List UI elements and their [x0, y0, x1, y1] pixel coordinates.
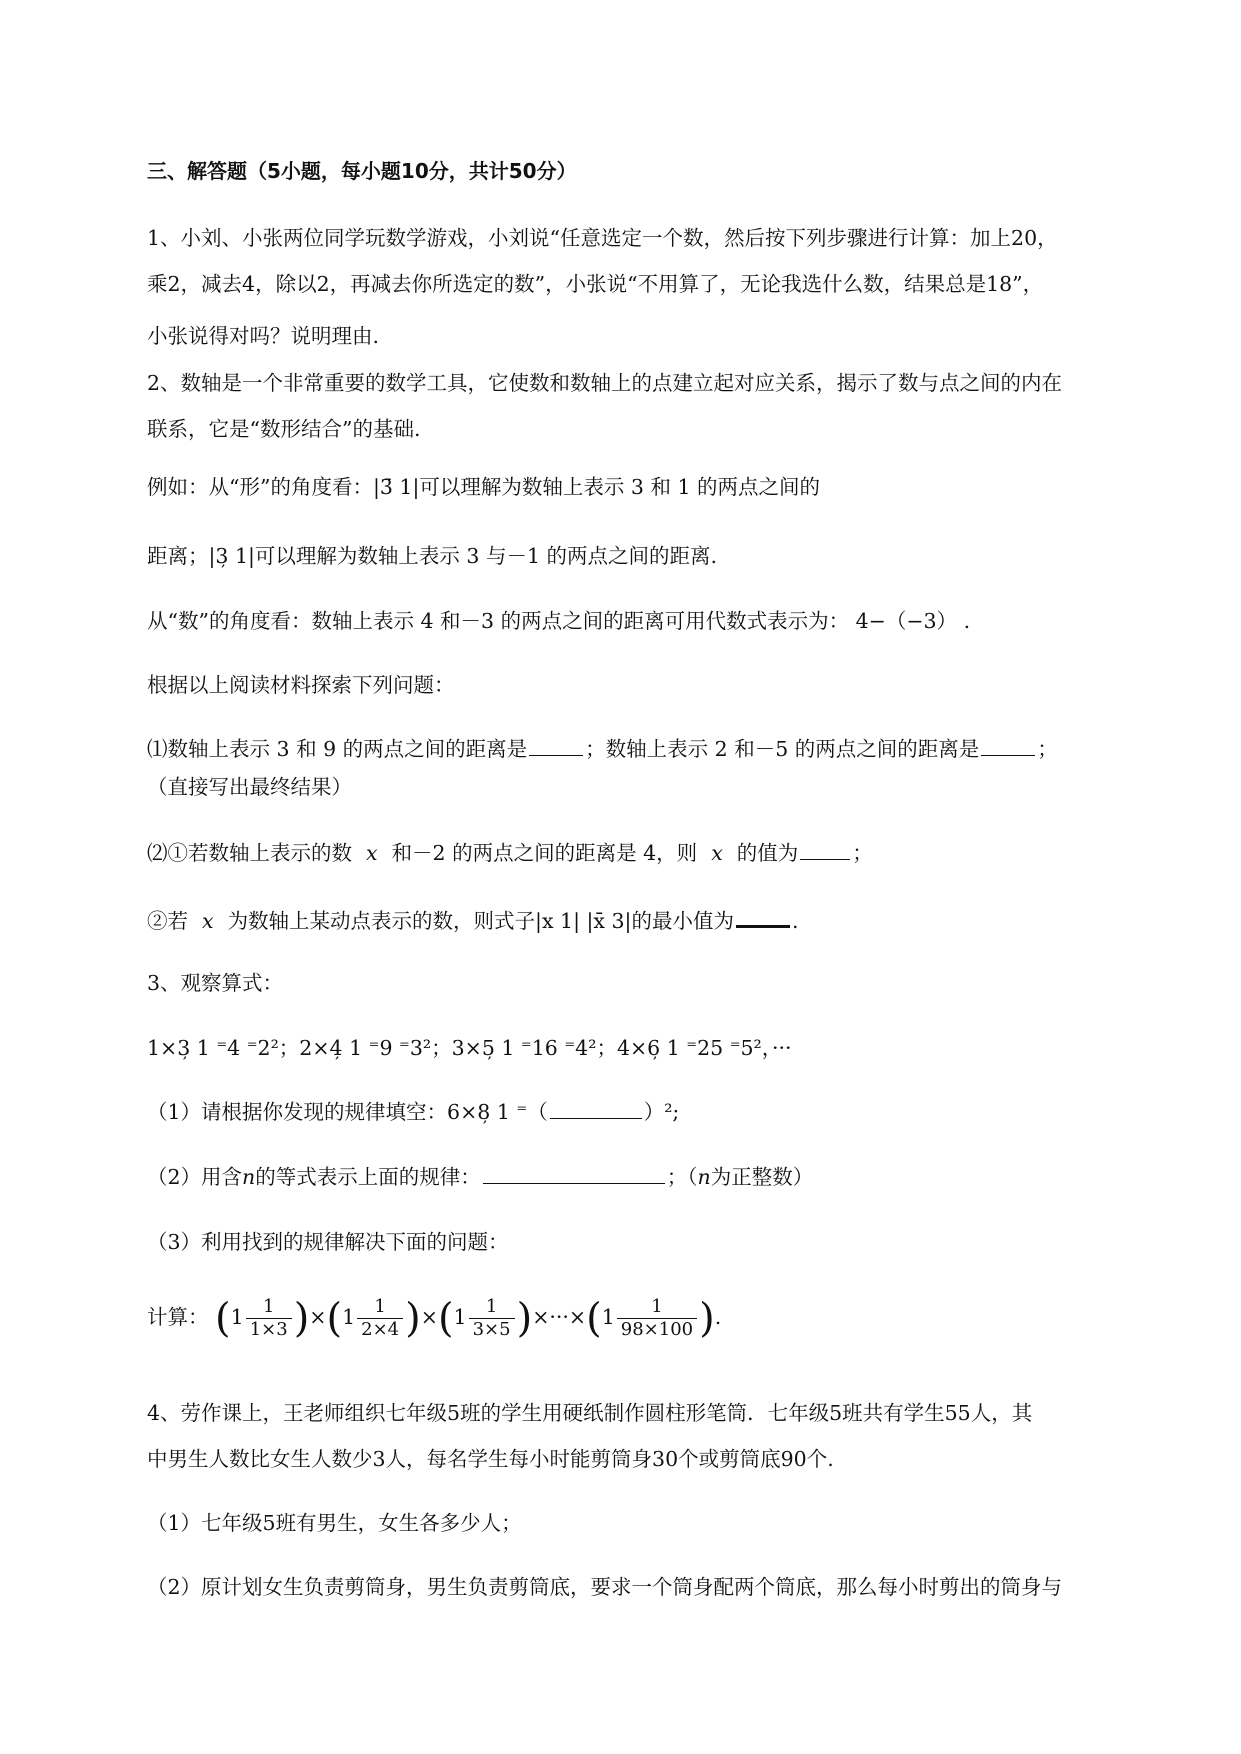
q4-step-1: （1）七年级5班有男生，女生各多少人； — [147, 1511, 522, 1535]
fraction: $\frac{1}{98\times 100}$ — [617, 1296, 697, 1341]
q4-line-2: 中男生人数比女生人数少3人，每名学生每小时能剪筒身30个或剪筒底90个. — [147, 1447, 834, 1471]
q3-step-1-text-a: （1）请根据你发现的规律填空：6×8̦ 1 ⁼（ — [147, 1100, 548, 1124]
times-sign: × — [309, 1305, 327, 1329]
fraction: $\frac{1}{2\times 4}$ — [357, 1296, 403, 1341]
times-sign: × — [420, 1305, 438, 1329]
q2-part-2-text-b: 和－2 的两点之间的距离是 4，则 — [391, 841, 698, 865]
q3-step-3: （3）利用找到的规律解决下面的问题： — [147, 1230, 509, 1254]
q3-step-1 — [147, 1098, 679, 1126]
term-one: 1 — [342, 1305, 356, 1329]
q2-part-2-text-d: ； — [852, 841, 873, 865]
term-one: 1 — [230, 1305, 244, 1329]
answer-blank[interactable] — [981, 735, 1035, 756]
q2-example-3: 从“数”的角度看：数轴上表示 4 和－3 的两点之间的距离可用代数式表示为： 4−（−3） . — [147, 609, 971, 633]
q4-line-1: 4、劳作课上，王老师组织七年级5班的学生用硬纸制作圆柱形笔筒．七年级5班共有学生55人，其 — [147, 1401, 1033, 1425]
variable-n: n — [242, 1165, 256, 1189]
q2-part-1 — [147, 735, 1058, 763]
q2-part-3 — [147, 905, 798, 935]
q2-example-1: 例如：从“形”的角度看：|3̄ 1|可以理解为数轴上表示 3 和 1 的两点之间的 — [147, 475, 821, 499]
q1-line-2: 乘2，减去4，除以2，再减去你所选定的数”，小张说“不用算了，无论我选什么数，结果总是18”， — [147, 272, 1044, 296]
q3-step-2-text-c: ；（ — [666, 1165, 698, 1189]
variable-x: x — [711, 841, 723, 865]
q2-intro: 根据以上阅读材料探索下列问题： — [147, 673, 455, 697]
q2-part-3-text-b: 为数轴上某动点表示的数，则式子|x 1| |x̄ 3|的最小值为 — [227, 909, 734, 933]
variable-n: n — [697, 1165, 711, 1189]
q2-line-2: 联系，它是“数形结合”的基础. — [147, 417, 421, 441]
q2-line-1: 2、数轴是一个非常重要的数学工具，它使数和数轴上的点建立起对应关系，揭示了数与点之间的内在 — [147, 371, 1063, 395]
term-one: 1 — [453, 1305, 467, 1329]
ellipsis-product: ×···× — [532, 1305, 587, 1329]
variable-x: x — [202, 909, 214, 933]
calc-label: 计算： — [147, 1305, 209, 1329]
q2-part-2 — [147, 839, 873, 867]
period: . — [714, 1305, 722, 1329]
q4-step-2: （2）原计划女生负责剪筒身，男生负责剪筒底，要求一个筒身配两个筒底，那么每小时剪出的筒身与 — [147, 1575, 1063, 1599]
term-one: 1 — [601, 1305, 615, 1329]
q2-example-2: 距离；|3̦ 1|可以理解为数轴上表示 3 与－1 的两点之间的距离. — [147, 544, 718, 568]
answer-blank[interactable] — [483, 1163, 665, 1184]
q3-step-2-text-a: （2）用含 — [147, 1165, 243, 1189]
right-paren: ) — [516, 1295, 533, 1342]
left-paren: ( — [215, 1295, 231, 1342]
q3-step-2-text-b: 的等式表示上面的规律： — [255, 1165, 481, 1189]
q2-part-2-text-c: 的值为 — [736, 841, 799, 865]
fraction: $\frac{1}{1\times 3}$ — [246, 1296, 292, 1341]
answer-blank[interactable] — [800, 839, 850, 860]
q2-part-1-text-a: ⑴数轴上表示 3 和 9 的两点之间的距离是 — [147, 737, 528, 761]
fraction: $\frac{1}{3\times 5}$ — [469, 1296, 515, 1341]
left-paren: ( — [586, 1295, 602, 1342]
answer-blank[interactable] — [550, 1098, 642, 1119]
right-paren: ) — [405, 1295, 421, 1342]
section-title: 三、解答题（5小题，每小题10分，共计50分） — [147, 159, 577, 183]
q3-step-2 — [147, 1163, 813, 1191]
q2-part-1-text-b: ；数轴上表示 2 和－5 的两点之间的距离是 — [585, 737, 980, 761]
q3-calculation — [147, 1292, 721, 1342]
q2-part-1-text-c: ； — [1037, 737, 1058, 761]
q1-line-3: 小张说得对吗？说明理由. — [147, 324, 380, 348]
answer-blank[interactable] — [529, 735, 583, 756]
right-paren: ) — [699, 1295, 715, 1342]
q3-step-2-text-d: 为正整数） — [710, 1165, 814, 1189]
q3-formula: 1×3̦ 1 ⁼4 ⁼2²；2×4̦ 1 ⁼9 ⁼3²；3×5̦ 1 ⁼16 ⁼4²；4×6̦ 1 ⁼25 ⁼5²，··· — [147, 1036, 792, 1060]
q2-part-1-note: （直接写出最终结果） — [147, 775, 352, 799]
left-paren: ( — [326, 1295, 343, 1342]
right-paren: ) — [293, 1295, 310, 1342]
q1-line-1: 1、小刘、小张两位同学玩数学游戏，小刘说“任意选定一个数，然后按下列步骤进行计算：加上20， — [147, 226, 1058, 250]
q3-step-1-text-b: ）²; — [643, 1100, 680, 1124]
q3-heading: 3、观察算式： — [147, 971, 284, 995]
variable-x: x — [366, 841, 378, 865]
q2-part-3-text-a: ②若 — [147, 909, 188, 933]
q2-part-3-text-c: . — [791, 909, 799, 933]
answer-blank[interactable] — [736, 905, 790, 928]
left-paren: ( — [437, 1295, 454, 1342]
q2-part-2-text-a: ⑵①若数轴上表示的数 — [147, 841, 352, 865]
